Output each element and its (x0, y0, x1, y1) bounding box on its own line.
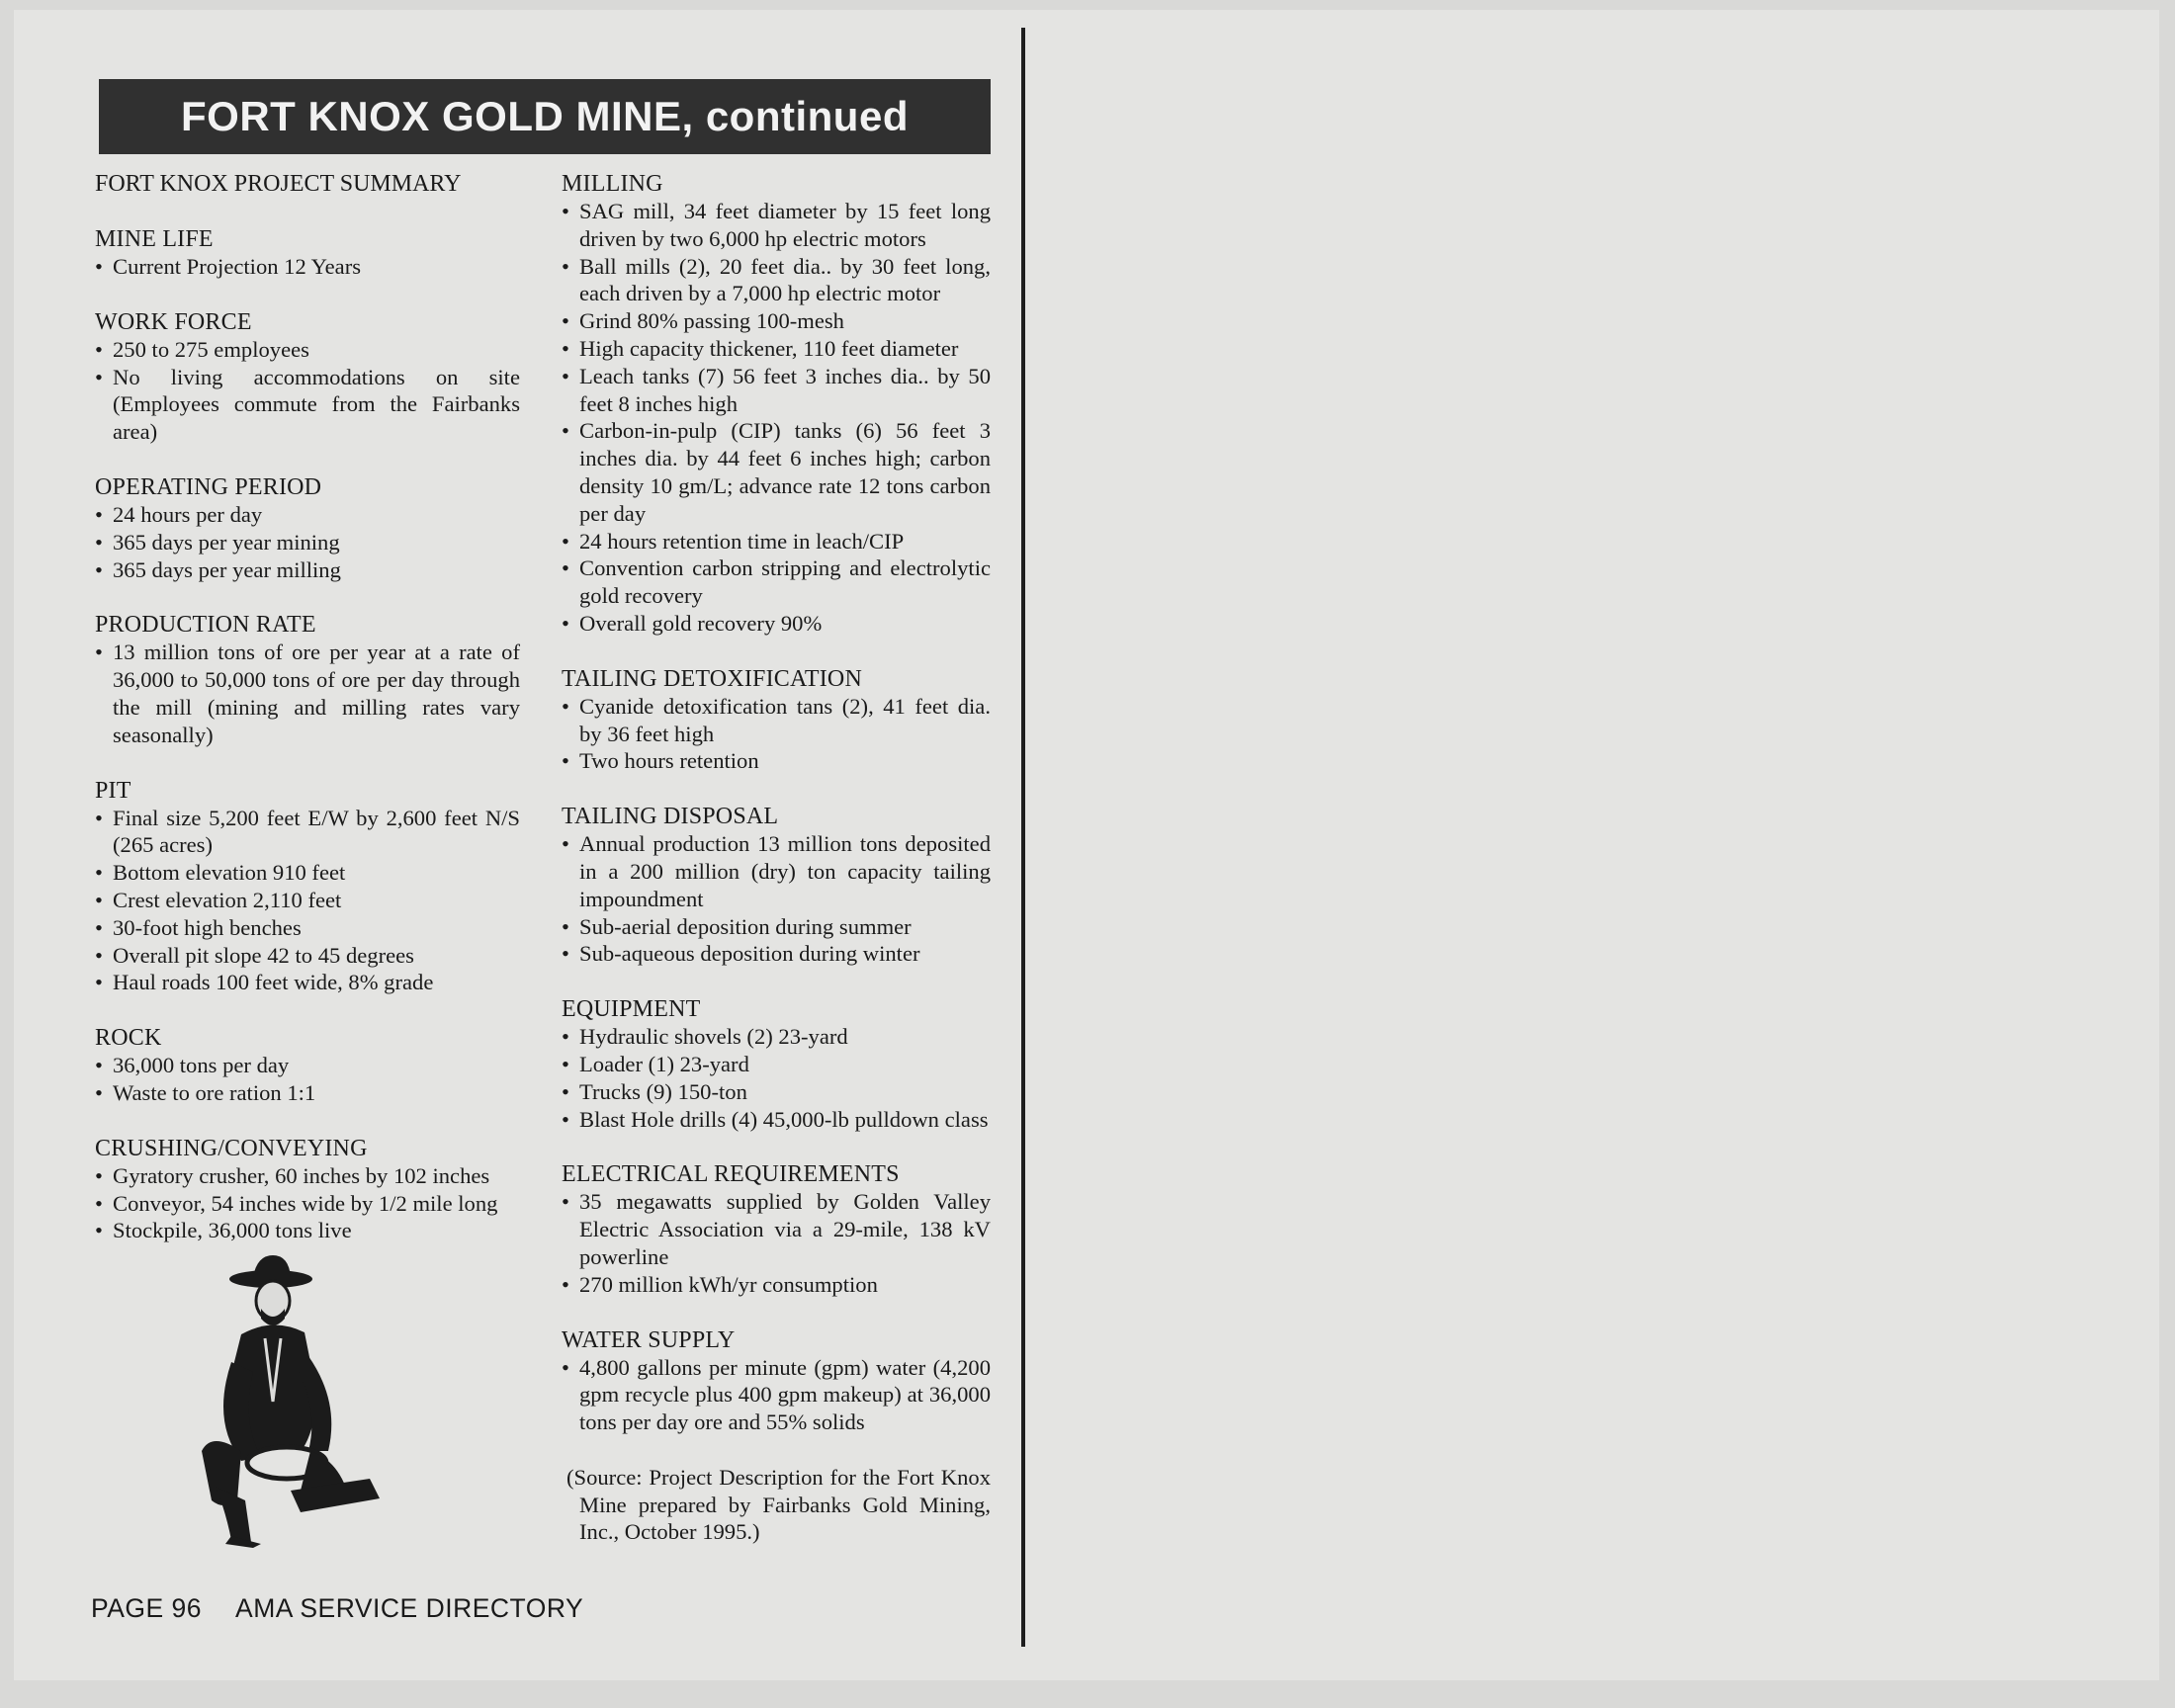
list-item: • Waste to ore ration 1:1 (95, 1079, 520, 1107)
list-item: • 36,000 tons per day (95, 1052, 520, 1079)
section-heading: TAILING DETOXIFICATION (562, 665, 862, 692)
publication-name: AMA SERVICE DIRECTORY (235, 1593, 584, 1623)
list-item: • Leach tanks (7) 56 feet 3 inches dia.. by 50 feet 8 inches high (562, 363, 991, 418)
page-title: FORT KNOX GOLD MINE, continued (99, 79, 991, 154)
section-heading: PIT (95, 777, 131, 804)
list-item: • Sub-aqueous deposition during winter (562, 940, 991, 968)
summary-title: FORT KNOX PROJECT SUMMARY (95, 171, 462, 197)
bullet-list (562, 1354, 991, 1436)
bullet-list (562, 693, 991, 775)
list-item: • 24 hours retention time in leach/CIP (562, 528, 991, 555)
list-item: • 270 million kWh/yr consumption (562, 1271, 991, 1299)
section-heading: EQUIPMENT (562, 996, 701, 1023)
list-item: • Sub-aerial deposition during summer (562, 913, 991, 941)
left-column (95, 170, 520, 1272)
section-tailing-detoxification (562, 665, 991, 775)
list-item: • 250 to 275 employees (95, 336, 520, 364)
document-page (14, 10, 2159, 1680)
list-item: • 30-foot high benches (95, 914, 520, 942)
section-heading: TAILING DISPOSAL (562, 804, 779, 830)
column-divider (1021, 28, 1025, 1647)
list-item: • 365 days per year milling (95, 556, 520, 584)
list-item: • Trucks (9) 150-ton (562, 1078, 991, 1106)
section-water-supply (562, 1326, 991, 1436)
section-heading: MILLING (562, 171, 663, 197)
list-item: • 24 hours per day (95, 501, 520, 529)
page-number: PAGE 96 (91, 1593, 203, 1623)
list-item: • 4,800 gallons per minute (gpm) water (4,200 gpm recycle plus 400 gpm makeup) at 36,000 tons per day ore and 55% solids (562, 1354, 991, 1436)
list-item: • Two hours retention (562, 747, 991, 775)
list-item: • Haul roads 100 feet wide, 8% grade (95, 969, 520, 996)
source-citation: (Source: Project Description for the Fort Knox Mine prepared by Fairbanks Gold Mining, Inc., October 1995.) (566, 1464, 991, 1545)
list-item: • 13 million tons of ore per year at a rate of 36,000 to 50,000 tons of ore per day through the mill (mining and milling rates vary seasonally) (95, 639, 520, 748)
right-column (562, 170, 991, 1546)
section-heading: ROCK (95, 1025, 162, 1052)
list-item: • Hydraulic shovels (2) 23-yard (562, 1023, 991, 1051)
section-heading: WORK FORCE (95, 308, 252, 335)
section-crushing-conveying (95, 1135, 520, 1244)
section-heading: ELECTRICAL REQUIREMENTS (562, 1161, 900, 1188)
list-item: • No living accommodations on site (Employees commute from the Fairbanks area) (95, 364, 520, 446)
bullet-list (95, 501, 520, 583)
bullet-list (95, 1162, 520, 1244)
bullet-list (562, 1023, 991, 1133)
list-item: • Bottom elevation 910 feet (95, 859, 520, 887)
list-item: • Grind 80% passing 100-mesh (562, 307, 991, 335)
list-item: • Convention carbon stripping and electrolytic gold recovery (562, 555, 991, 610)
section-heading: OPERATING PERIOD (95, 473, 322, 500)
bullet-list (562, 1188, 991, 1298)
section-heading: WATER SUPPLY (562, 1326, 736, 1353)
list-item: • Overall gold recovery 90% (562, 610, 991, 638)
section-production-rate (95, 611, 520, 748)
list-item: • Annual production 13 million tons deposited in a 200 million (dry) ton capacity tailing impoundment (562, 830, 991, 912)
page-footer (91, 1593, 583, 1624)
section-pit (95, 777, 520, 997)
section-heading: CRUSHING/CONVEYING (95, 1135, 368, 1161)
section-heading: MINE LIFE (95, 226, 214, 252)
list-item: • SAG mill, 34 feet diameter by 15 feet long driven by two 6,000 hp electric motors (562, 198, 991, 253)
prospector-panning-gold-icon (202, 1253, 399, 1550)
bullet-list (562, 198, 991, 638)
list-item: • 35 megawatts supplied by Golden Valley Electric Association via a 29-mile, 138 kV powerline (562, 1188, 991, 1270)
section-heading: PRODUCTION RATE (95, 612, 316, 639)
list-item: • Stockpile, 36,000 tons live (95, 1217, 520, 1244)
section-equipment (562, 995, 991, 1133)
list-item: • Loader (1) 23-yard (562, 1051, 991, 1078)
list-item: • Current Projection 12 Years (95, 253, 520, 281)
bullet-list (562, 830, 991, 968)
list-item: • 365 days per year mining (95, 529, 520, 556)
bullet-list (95, 336, 520, 446)
bullet-list (95, 805, 520, 997)
list-item: • Blast Hole drills (4) 45,000-lb pulldown class (562, 1106, 991, 1134)
section-rock (95, 1024, 520, 1107)
list-item: • Overall pit slope 42 to 45 degrees (95, 942, 520, 970)
section-tailing-disposal (562, 803, 991, 968)
list-item: • Carbon-in-pulp (CIP) tanks (6) 56 feet 3 inches dia. by 44 feet 6 inches high; carbon density 10 gm/L; advance rate 12 tons carbon per day (562, 417, 991, 527)
bullet-list (95, 639, 520, 748)
section-milling (562, 170, 991, 638)
list-item: • High capacity thickener, 110 feet diameter (562, 335, 991, 363)
section-work-force (95, 308, 520, 446)
list-item: • Gyratory crusher, 60 inches by 102 inches (95, 1162, 520, 1190)
list-item: • Conveyor, 54 inches wide by 1/2 mile long (95, 1190, 520, 1218)
list-item: • Cyanide detoxification tans (2), 41 feet dia. by 36 feet high (562, 693, 991, 748)
list-item: • Crest elevation 2,110 feet (95, 887, 520, 914)
section-mine-life (95, 225, 520, 281)
list-item: • Final size 5,200 feet E/W by 2,600 feet N/S (265 acres) (95, 805, 520, 860)
list-item: • Ball mills (2), 20 feet dia.. by 30 feet long, each driven by a 7,000 hp electric motor (562, 253, 991, 308)
bullet-list (95, 253, 520, 281)
section-operating-period (95, 473, 520, 583)
section-electrical-requirements (562, 1160, 991, 1298)
bullet-list (95, 1052, 520, 1107)
